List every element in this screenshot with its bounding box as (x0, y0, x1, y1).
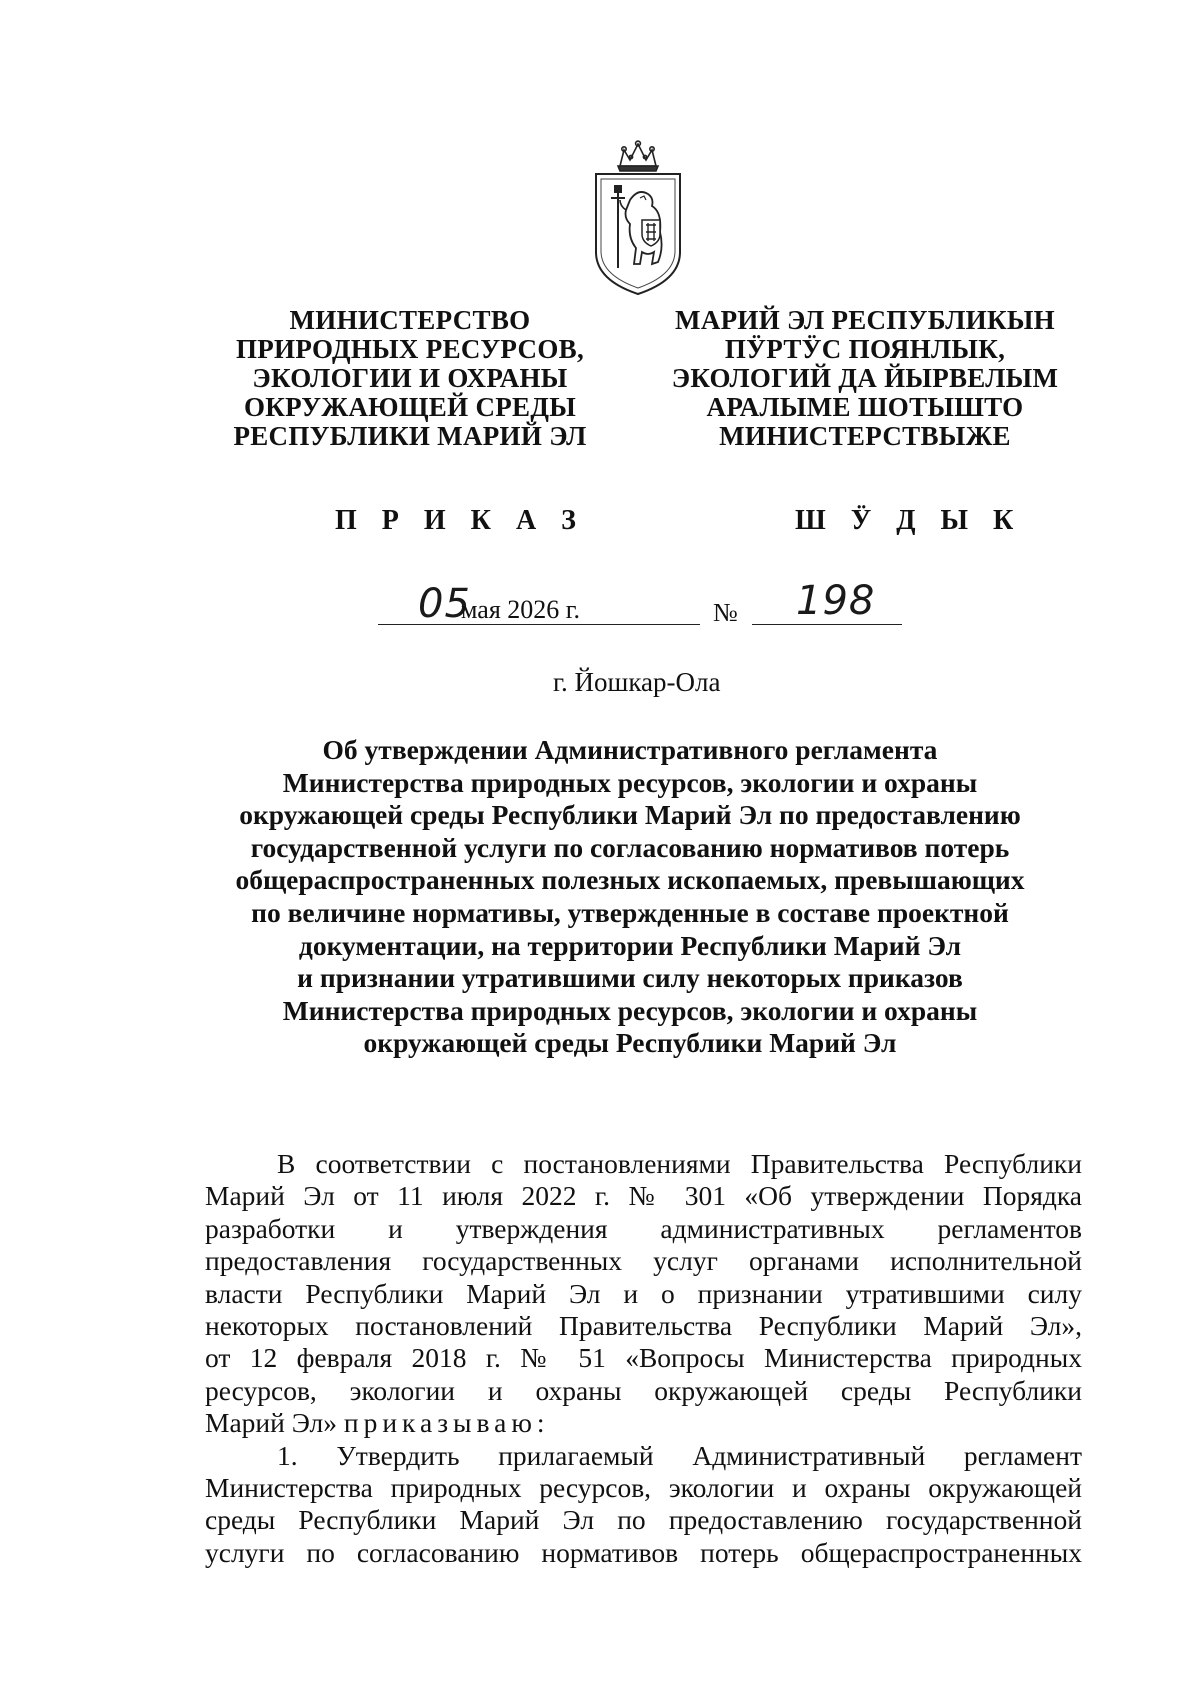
body-line: Марий Эл от 11 июля 2022 г. № 301 «Об утверждении Порядка (205, 1180, 1082, 1212)
title-line: и признании утратившими силу некоторых приказов (297, 962, 963, 994)
order-word: приказываю: (343, 1407, 550, 1439)
organization-name-mari (655, 306, 1075, 451)
city: г. Йошкар-Ола (553, 667, 721, 697)
org-mari-line: ЭКОЛОГИЙ ДА ЙЫРВЕЛЫМ (671, 363, 1059, 393)
coat-of-arms-emblem (582, 140, 694, 300)
title-line: документации, на территории Республики Марий Эл (298, 929, 962, 961)
title-line: Министерства природных ресурсов, экологии и охраны (282, 766, 978, 798)
org-mari-line: МАРИЙ ЭЛ РЕСПУБЛИКЫН (675, 305, 1055, 335)
title-line: Министерства природных ресурсов, экологии и охраны (282, 994, 978, 1026)
document-title (200, 734, 1060, 1060)
org-mari-line: АРАЛЫМЕ ШОТЫШТО (706, 392, 1024, 422)
organization-name-ru (220, 306, 600, 451)
title-line: государственной услуги по согласованию нормативов потерь (250, 831, 1010, 863)
order-line (205, 1407, 1082, 1439)
body-line: предоставления государственных услуг органами исполнительной (205, 1245, 1082, 1277)
title-line: по величине нормативы, утвержденные в составе проектной (251, 896, 1009, 928)
body-line: разработки и утверждения административных регламентов (205, 1212, 1082, 1244)
number-sign: № (713, 598, 738, 627)
body-line: ресурсов, экологии и охраны окружающей среды Республики (205, 1374, 1082, 1406)
item-1-line: среды Республики Марий Эл по предоставлению государственной (205, 1504, 1082, 1536)
title-line: Об утверждении Административного регламента (322, 734, 938, 765)
title-line: окружающей среды Республики Марий Эл (363, 1027, 897, 1059)
title-line: общераспространенных полезных ископаемых, превышающих (235, 864, 1025, 896)
item-1-line: 1. Утвердить прилагаемый Административный регламент (277, 1439, 1082, 1471)
org-mari-line: МИНИСТЕРСТВЫЖЕ (719, 421, 1011, 451)
org-ru-line: РЕСПУБЛИКИ МАРИЙ ЭЛ (233, 421, 587, 451)
document-type-ru: П Р И К А З (335, 505, 585, 536)
date-underline (378, 624, 700, 625)
org-ru-line: МИНИСТЕРСТВО (289, 305, 531, 335)
document-type-mari: Ш Ӱ Д Ы К (795, 505, 1023, 536)
number-underline (752, 624, 902, 625)
document-body (205, 1148, 1082, 1569)
date-month-year: мая 2026 г. (461, 595, 581, 624)
item-1-line: услуги по согласованию нормативов потерь общераспространенных (205, 1536, 1082, 1568)
body-line: власти Республики Марий Эл и о признании утратившими силу (205, 1277, 1082, 1309)
date-day-handwritten: 05 (418, 581, 471, 627)
body-line: В соответствии с постановлениями Правительства Республики (277, 1148, 1082, 1179)
org-ru-line: ПРИРОДНЫХ РЕСУРСОВ, (235, 334, 585, 364)
item-1-line: Министерства природных ресурсов, экологии и охраны окружающей (205, 1472, 1082, 1504)
org-mari-line: ПӰРТӰС ПОЯНЛЫК, (724, 334, 1006, 364)
order-line-prefix: Марий Эл» (205, 1407, 337, 1439)
document-number-handwritten: 198 (796, 578, 876, 624)
title-line: окружающей среды Республики Марий Эл по предоставлению (239, 799, 1021, 831)
body-line: некоторых постановлений Правительства Республики Марий Эл», (205, 1310, 1082, 1342)
org-ru-line: ЭКОЛОГИИ И ОХРАНЫ (252, 363, 568, 393)
org-ru-line: ОКРУЖАЮЩЕЙ СРЕДЫ (243, 392, 577, 422)
body-line: от 12 февраля 2018 г. № 51 «Вопросы Министерства природных (205, 1342, 1082, 1374)
